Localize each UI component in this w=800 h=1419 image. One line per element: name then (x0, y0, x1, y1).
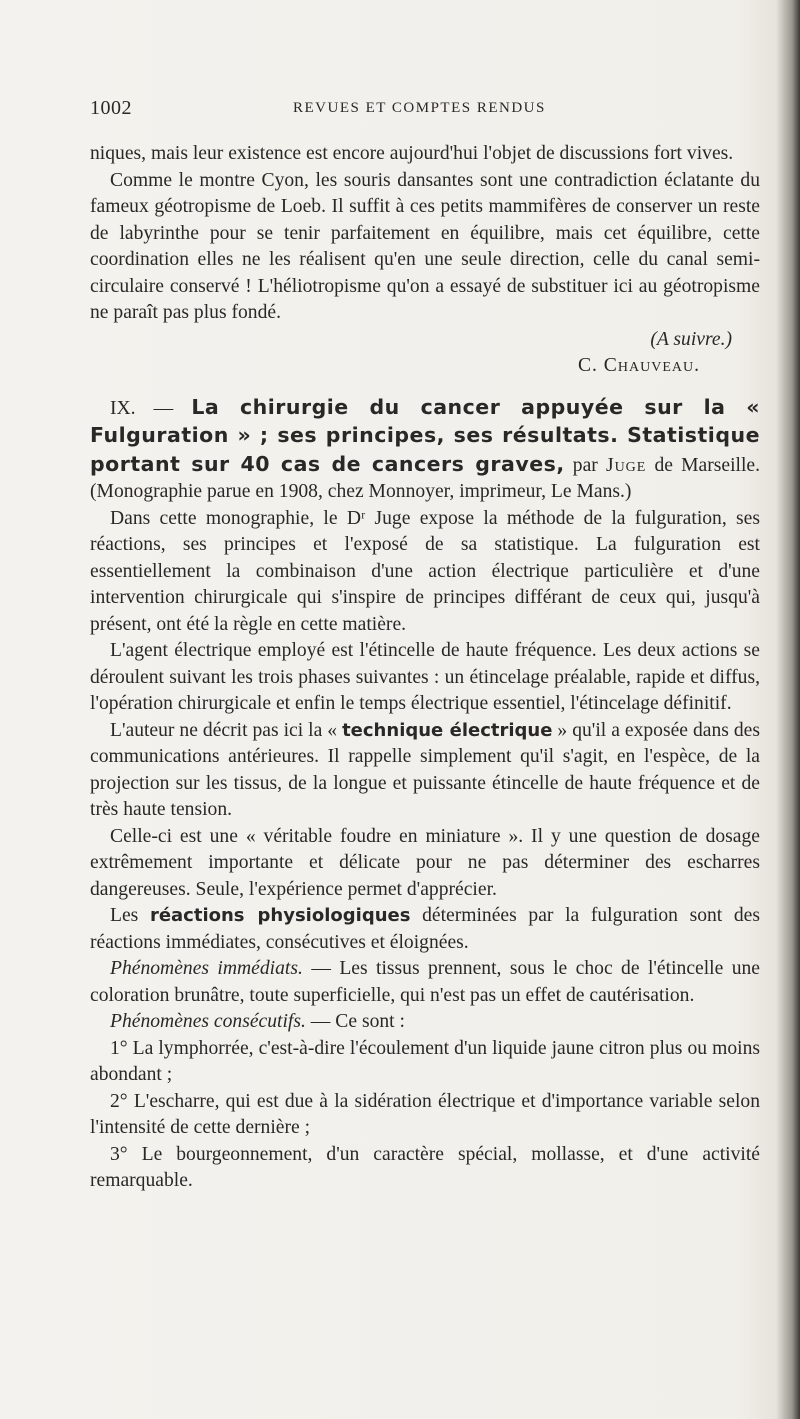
italic-phenomenes-consecutifs: Phénomènes consécutifs. (110, 1011, 306, 1032)
paragraph-foudre: Celle-ci est une « véritable foudre en miniature ». Il y une question de dosage extrêmement importante et délicate pour ne pas déterminer des escharres dangereuses. Seule, l'expérience permet d'apprécier. (90, 825, 760, 900)
paragraph-reactions: Les réactions physiologiques déterminées par la fulguration sont des réactions immédiates, consécutives et éloignées. (90, 905, 760, 953)
paragraph-phenomenes-immediats: Phénomènes immédiats. — Les tissus prennent, sous le choc de l'étincelle une coloration brunâtre, toute superficielle, qui n'est pas un effet de cautérisation. (90, 958, 760, 1006)
italic-phenomenes-immediats: Phénomènes immédiats. (110, 958, 303, 979)
paragraph-souris-dansantes: Comme le montre Cyon, les souris dansantes sont une contradiction éclatante du fameux géotropisme de Loeb. Il suffit à ces petits mammifères de conserver un reste de labyrinthe pour se tenir parfaitement en équilibre, mais cet équilibre, cette coordination elles ne les réalisent qu'en une seule direction, celle du canal semi-circulaire conservé ! L'héliotropisme qu'on a essayé de substituer ici au géotropisme ne paraît pas plus fondé. (90, 169, 760, 323)
a-suivre-note: (A suivre.) (650, 328, 732, 350)
bold-reactions-physiologiques: réactions physiologiques (149, 905, 411, 926)
text-body (90, 141, 760, 1195)
list-item-lymphorree: 1° La lymphorrée, c'est-à-dire l'écoulement d'un liquide jaune citron plus ou moins abondant ; (90, 1037, 760, 1085)
list-item-escharre: 2° L'escharre, qui est due à la sidération électrique et d'importance variable selon l'intensité de cette dernière ; (90, 1090, 760, 1138)
bold-technique-electrique: technique électrique (342, 719, 553, 741)
signature: C. Chauveau. (577, 355, 700, 376)
article-title: La chirurgie du cancer appuyée sur la « Fulguration » ; ses principes, ses résultats. Statistique portant sur 40 cas de cancers graves, (90, 394, 760, 476)
continuation-paragraph: niques, mais leur existence est encore aujourd'hui l'objet de discussions fort vives. (90, 143, 734, 164)
list-item-bourgeonnement: 3° Le bourgeonnement, d'un caractère spécial, mollasse, et d'une activité remarquable. (90, 1143, 760, 1191)
article-number: IX. — (110, 397, 174, 419)
running-title: REVUES ET COMPTES RENDUS (293, 100, 546, 116)
paragraph-monographie: Dans cette monographie, le Dʳ Juge expose la méthode de la fulguration, ses réactions, ses principes et l'exposé de sa statistique. La fulguration est essentiellement la combinaison d'une action électrique particulière et d'une intervention chirurgicale qui s'inspire de principes différant de ceux qui, jusqu'à présent, ont été la règle en cette matière. (90, 507, 760, 635)
page-number: 1002 (90, 97, 132, 119)
article-by: par (572, 454, 598, 476)
article-author: Juge (605, 454, 647, 476)
article-heading (90, 394, 760, 506)
page-header (90, 97, 760, 123)
article-citation: de Marseille. (Monographie parue en 1908, chez Monnoyer, imprimeur, Le Mans.) (90, 454, 760, 502)
paragraph-phenomenes-consecutifs: Phénomènes consécutifs. — Ce sont : (110, 1011, 405, 1032)
paragraph-technique: L'auteur ne décrit pas ici la « technique électrique » qu'il a exposée dans des communications antérieures. Il rappelle simplement qu'il s'agit, en l'espèce, de la projection sur les tissus, de la longue et puissante étincelle de haute fréquence et de très haute tension. (90, 719, 760, 820)
paragraph-agent-electrique: L'agent électrique employé est l'étincelle de haute fréquence. Les deux actions se déroulent suivant les trois phases suivantes : un étincelage préalable, rapide et diffus, l'opération chirurgicale et enfin le temps électrique essentiel, l'étincelage définitif. (90, 640, 760, 714)
